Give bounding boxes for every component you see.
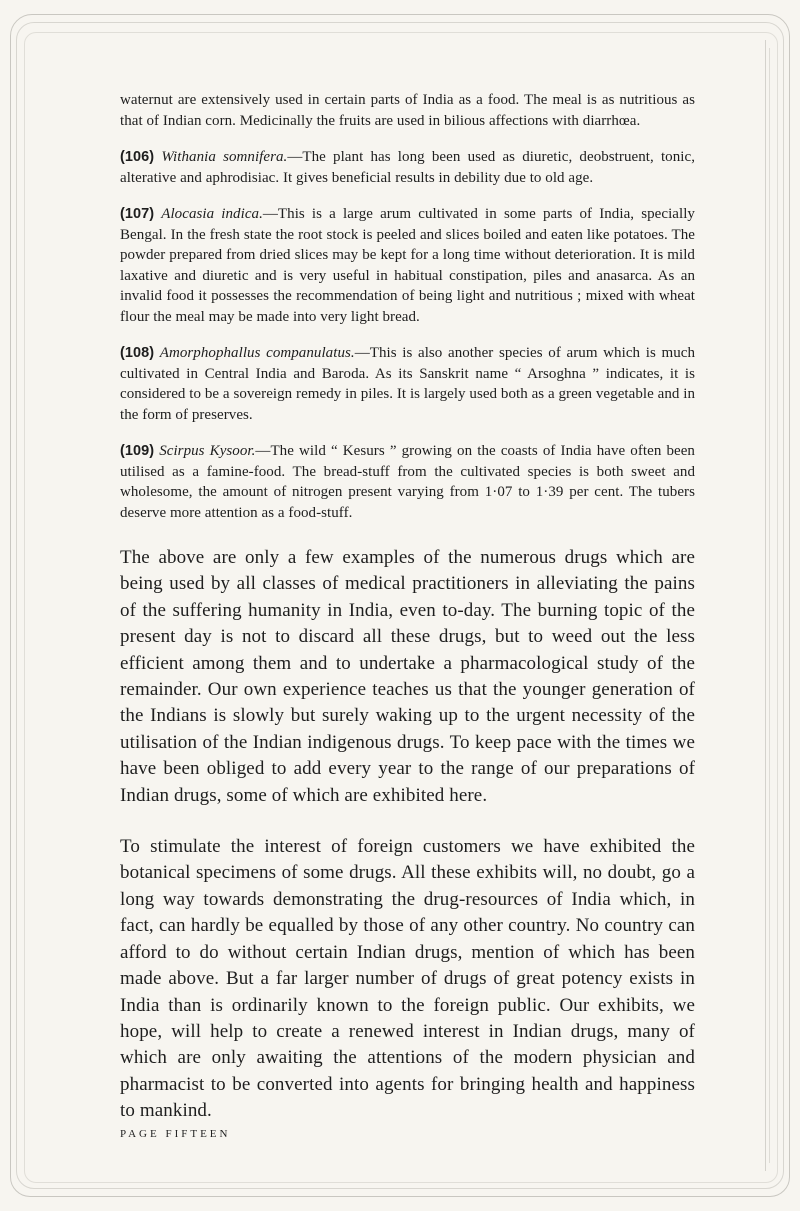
entry-107 [120, 204, 695, 327]
right-border-rule [765, 40, 766, 1171]
intro-paragraph: waternut are extensively used in certain parts of India as a food. The meal is as nutritious as that of Indian corn. Medicinally the fruits are used in bilious affections with diarrhœa. [120, 92, 695, 129]
entry-number: (107) [120, 206, 155, 222]
entry-text: —This is a large arum cultivated in some parts of India, specially Bengal. In the fresh state the root stock is peeled and slices boiled and eaten like potatoes. The powder prepared from dried slices may be kept for a long time without deterioration. It is mild laxative and diuretic and is very useful in habitual constipation, piles and anasarca. As an invalid food it possesses the recommendation of being light and nutritious ; mixed with wheat flour the meal may be made into very light bread. [120, 206, 695, 325]
entry-109 [120, 441, 695, 523]
species-name: Scirpus Kysoor. [159, 443, 256, 459]
species-name: Withania somnifera. [161, 149, 288, 165]
body-paragraph-1: The above are only a few examples of the numerous drugs which are being used by all classes of medical practitioners in alleviating the pains of the suffering humanity in India, even to-day. The burning topic of the present day is not to discard all these drugs, but to weed out the less efficient among them and to undertake a pharmacological study of the remainder. Our own experience teaches us that the younger generation of the Indians is slowly but surely waking up to the urgent necessity of the utilisation of the Indian indigenous drugs. To keep pace with the times we have been obliged to add every year to the range of our preparations of Indian drugs, some of which are exhibited here. [120, 547, 695, 806]
entry-text: —This is also another species of arum which is much cultivated in Central India and Baroda. As its Sanskrit name “ Arsoghna ” indicates, it is considered to be a sovereign remedy in piles. It is largely used both as a green vegetable and in the form of preserves. [120, 345, 695, 423]
entry-text: —The plant has long been used as diuretic, deobstruent, tonic, alterative and aphrodisiac. It gives beneficial results in debility due to old age. [120, 149, 696, 186]
body-paragraph-2: To stimulate the interest of foreign customers we have exhibited the botanical specimens of some drugs. All these exhibits will, no doubt, go a long way towards demonstrating the drug-resources of India which, in fact, can hardly be equalled by those of any other country. No country can afford to do without certain Indian drugs, mention of which has been made above. But a far larger number of drugs of great potency exists in India than is ordinarily known to the foreign public. Our exhibits, we hope, will help to create a renewed interest in Indian drugs, many of which are only awaiting the attentions of the modern physician and pharmacist to be converted into agents for bringing health and happiness to mankind. [120, 836, 695, 1122]
page-footer: PAGE FIFTEEN [120, 1128, 231, 1140]
page-content [120, 90, 695, 1125]
entry-number: (109) [120, 443, 155, 459]
entry-106 [120, 147, 695, 188]
species-name: Amorphophallus companulatus. [159, 345, 355, 361]
entry-number: (108) [120, 345, 155, 361]
entry-108 [120, 343, 695, 425]
species-name: Alocasia indica. [161, 206, 263, 222]
entry-number: (106) [120, 149, 155, 165]
right-border-rule [769, 48, 770, 1163]
entry-text: —The wild “ Kesurs ” growing on the coasts of India have often been utilised as a famine-food. The bread-stuff from the cultivated species is both sweet and wholesome, the amount of nitrogen present varying from 1·07 to 1·39 per cent. The tubers deserve more attention as a food-stuff. [120, 443, 695, 521]
